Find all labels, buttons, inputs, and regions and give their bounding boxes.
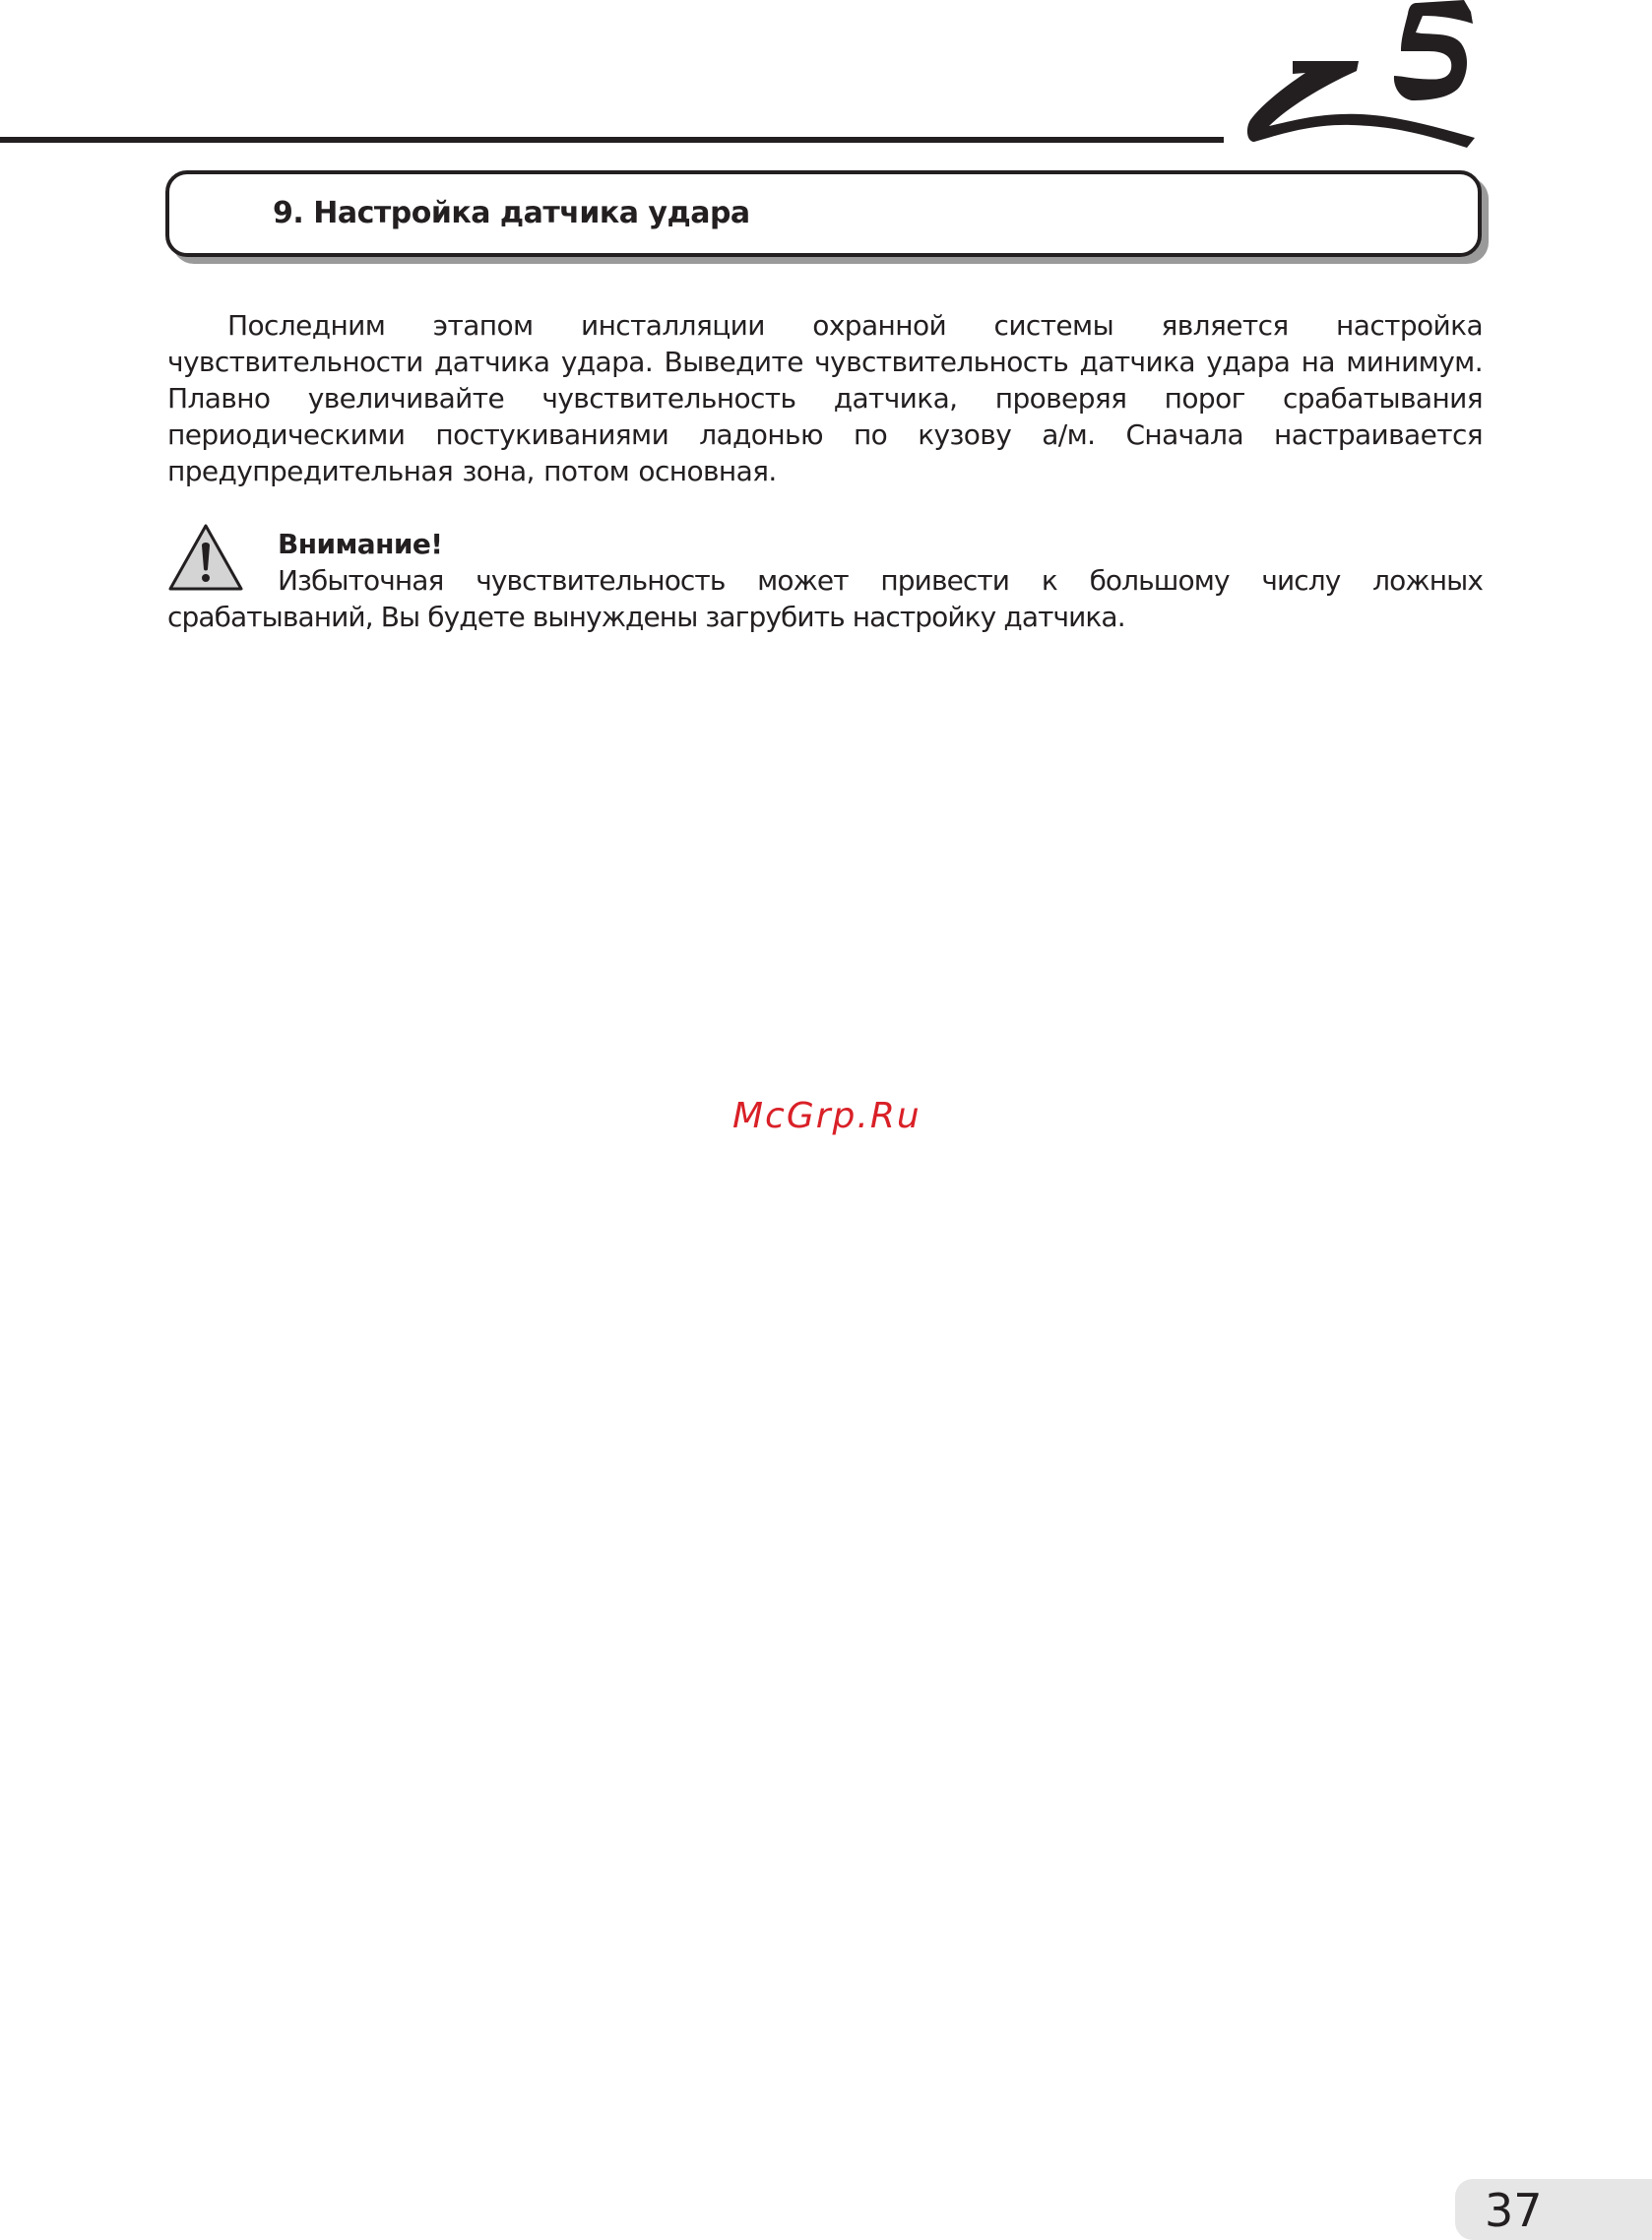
page-number-tab — [1455, 2179, 1652, 2240]
top-rule — [0, 137, 1224, 143]
body-paragraph: Последним этапом инсталляции охранной системы является настройка чувствительности датчика удара. Выведите чувствительность датчика удара на минимум. Плавно увеличивайте чувствительность датчика, проверяя порог срабатывания периодическими постукиваниями ладонью по кузову а/м. Сначала настраивается предупредительная зона, потом основная. — [167, 309, 1483, 487]
warning-text: Избыточная чувствительность может привести к большому числу ложных срабатываний, Вы будете вынуждены загрубить настройку датчика. — [167, 564, 1483, 633]
page-number: 37 — [1485, 2184, 1543, 2237]
z5-logo — [1242, 0, 1489, 158]
watermark: McGrp.Ru — [732, 1096, 921, 1136]
warning-title: Внимание! — [278, 528, 443, 560]
section-title: 9. Настройка датчика удара — [273, 196, 750, 230]
section-header-box — [165, 170, 1482, 257]
